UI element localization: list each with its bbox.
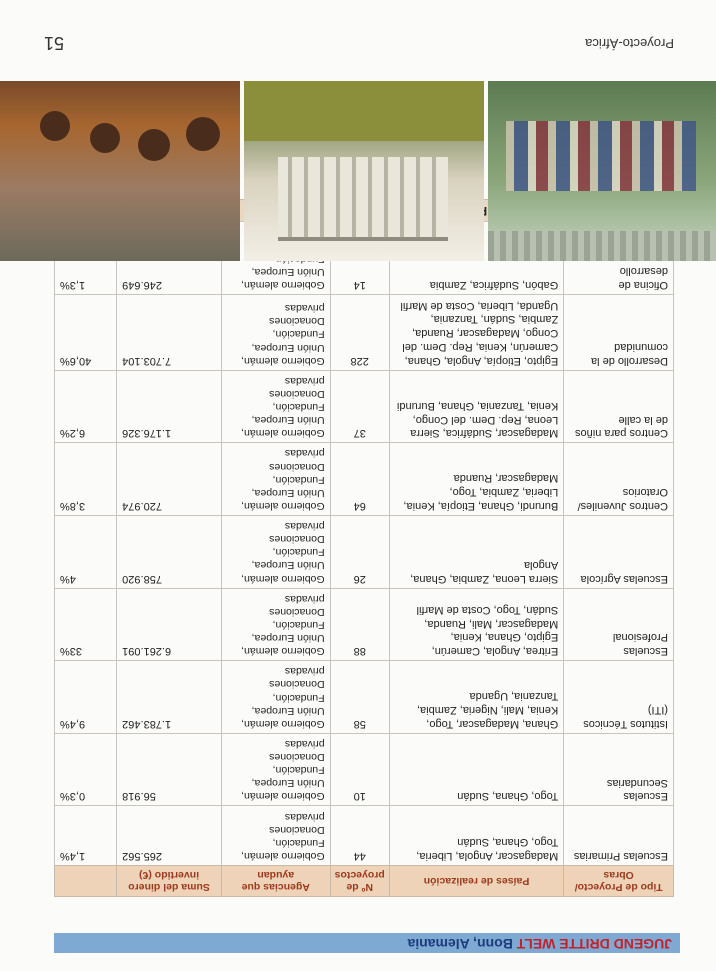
cell-agencies: Gobierno alemán, Unión Europea, Fundación, Donaciones privadas [221, 733, 330, 806]
photo-people-shape [506, 121, 696, 191]
photo-kid-shape [90, 123, 120, 153]
cell-count: 64 [330, 443, 389, 516]
projects-table-wrapper [54, 199, 674, 897]
photo-kid-shape [186, 117, 220, 151]
page-number: 51 [43, 33, 64, 53]
cell-agencies: Gobierno alemán, Unión Europea, Fundación, Donaciones privadas [221, 370, 330, 443]
cell-type: Escuelas Profesional [564, 588, 674, 661]
cell-count: 88 [330, 588, 389, 661]
header-pct [55, 866, 117, 897]
photo-market-people [488, 81, 716, 261]
cell-pct: 4% [55, 516, 117, 589]
cell-countries: Madagascar, Sudáfrica, Sierra Leona, Rep. Dem. del Congo, Kenia, Tanzania, Ghana, Burundi [389, 370, 563, 443]
cell-amount: 758.920 [117, 516, 222, 589]
cell-pct: 6,2% [55, 370, 117, 443]
cell-count: 10 [330, 733, 389, 806]
photo-workshop-kids [0, 81, 240, 261]
cell-countries: Gabón, Sudáfrica, Zambia [389, 222, 563, 295]
cell-agencies: Gobierno alemán, Unión Europea, [221, 222, 330, 295]
photo-building-shape [278, 157, 448, 241]
cell-countries: Madagascar, Angola, Liberia, Togo, Ghana, Sudán [389, 806, 563, 866]
cell-pct: 1,3% [55, 222, 117, 295]
cell-count: 37 [330, 370, 389, 443]
cell-type: Desarrollo de la comunidad [564, 295, 674, 371]
table-row [55, 370, 674, 443]
cell-count: 58 [330, 661, 389, 734]
section-title: Proyecto-África [585, 36, 674, 51]
cell-countries: Togo, Ghana, Sudán [389, 733, 563, 806]
cell-countries: Ghana, Madagascar, Togo, Kenia, Mali, Nigeria, Zambia, Tanzania, Uganda [389, 661, 563, 734]
cell-count: 228 [330, 295, 389, 371]
table-row [55, 661, 674, 734]
cell-agencies: Gobierno alemán, Unión Europea, Fundación, Donaciones privadas [221, 516, 330, 589]
header-amount: Suma del dinero invertido (€) [117, 866, 222, 897]
photo-kid-shape [138, 129, 170, 161]
cell-type: Oficina de desarrollo [564, 222, 674, 295]
cell-amount: 1.783.462 [117, 661, 222, 734]
cell-type: Escuelas Primarias [564, 806, 674, 866]
cell-amount: 265.562 [117, 806, 222, 866]
photo-strip [0, 81, 716, 261]
cell-type: Escuelas Agrícola [564, 516, 674, 589]
cell-pct: 3,8% [55, 443, 117, 516]
cell-countries: Sierra Leona, Zambia, Ghana, Angola [389, 516, 563, 589]
cell-agencies: Gobierno alemán, Unión Europea, Fundación, Donaciones privadas [221, 295, 330, 371]
cell-amount: 6.261.091 [117, 588, 222, 661]
header-location: Bonn, Alemania [407, 936, 517, 952]
cell-countries: Burundi, Ghana, Etiopía, Kenia, Liberia, Zambia, Togo, Madagascar, Ruanda [389, 443, 563, 516]
table-row [55, 588, 674, 661]
cell-type: Istitutos Técnicos (ITI) [564, 661, 674, 734]
cell-amount: 1.176.326 [117, 370, 222, 443]
header-title [408, 936, 672, 952]
cell-countries: Eritrea, Angola, Camerún, Egipto, Ghana, Kenia, Madagascar, Mali, Ruanda, Sudán, Togo, Costa de Marfil [389, 588, 563, 661]
header-agencies: Agencias que ayudan [221, 866, 330, 897]
header-type: Tipo de Proyecto/ Obras [564, 866, 674, 897]
cell-pct: 0,3% [55, 733, 117, 806]
cell-count: 14 [330, 222, 389, 295]
header-brand: JUGEND DRITTE WELT [516, 936, 672, 952]
cell-count: 44 [330, 806, 389, 866]
cell-amount: 7.703.104 [117, 295, 222, 371]
cell-pct: 9,4% [55, 661, 117, 734]
cell-agencies: Gobierno alemán, Fundación, Donaciones privadas [221, 806, 330, 866]
cell-type: Centros para niños de la calle [564, 370, 674, 443]
cell-amount: 246.649 [117, 222, 222, 295]
table-row [55, 516, 674, 589]
table-row [55, 733, 674, 806]
table-header-row [55, 866, 674, 897]
cell-agencies: Gobierno alemán, Unión Europea, Fundación, Donaciones privadas [221, 443, 330, 516]
cell-amount: 720.974 [117, 443, 222, 516]
cell-pct: 40,6% [55, 295, 117, 371]
cell-count: 26 [330, 516, 389, 589]
photo-kid-shape [40, 111, 70, 141]
header-count: Nº de proyectos [330, 866, 389, 897]
cell-agencies: Gobierno alemán, Unión Europea, Fundación, Donaciones privadas [221, 661, 330, 734]
table-row [55, 443, 674, 516]
projects-table [54, 199, 674, 897]
cell-amount: 56.918 [117, 733, 222, 806]
cell-type: Escuelas Secundarias [564, 733, 674, 806]
cell-type: Centros Juveniles/ Oratorios [564, 443, 674, 516]
cell-countries: Egipto, Etiopía, Angola, Ghana, Camerún, Kenia, Rep. Dem. del Congo, Madagascar, Ruanda, Zambia, Sudán, Tanzania, Uganda, Liberia, Costa de Marfil [389, 295, 563, 371]
cell-pct: 1,4% [55, 806, 117, 866]
header-countries: Países de realización [389, 866, 563, 897]
cell-pct: 33% [55, 588, 117, 661]
table-row [55, 295, 674, 371]
photo-roof-shape [488, 231, 716, 261]
photo-lawn-shape [244, 81, 484, 141]
cell-agencies: Gobierno alemán, Unión Europea, Fundación, Donaciones privadas [221, 588, 330, 661]
photo-school-building [244, 81, 484, 261]
table-row [55, 806, 674, 866]
